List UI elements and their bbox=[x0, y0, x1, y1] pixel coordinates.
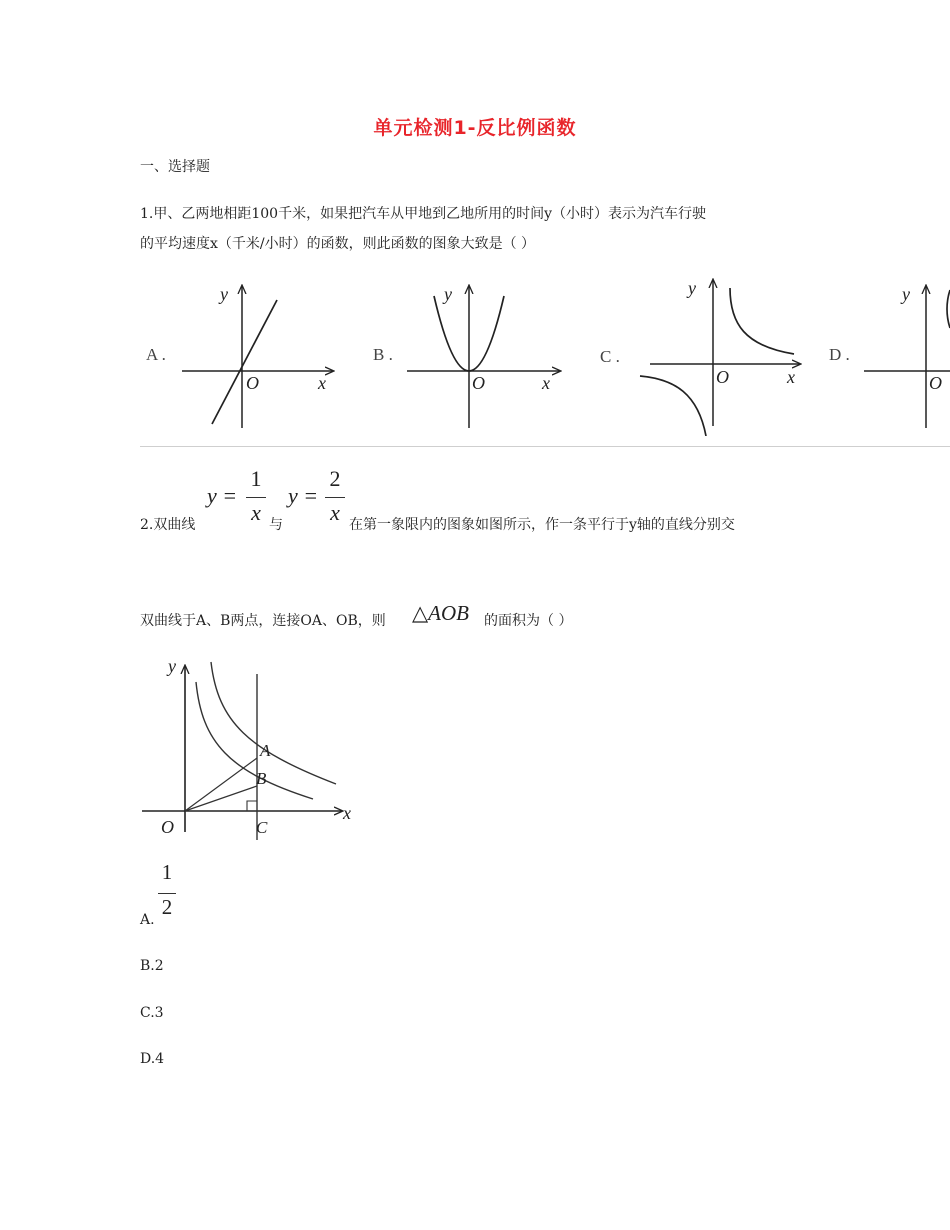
section-heading: 一、选择题 bbox=[140, 159, 210, 175]
q1-option-a-graph[interactable] bbox=[146, 284, 333, 428]
q1-b-x-label: x bbox=[542, 373, 550, 393]
q2-eq2-numerator: 2 bbox=[329, 466, 341, 491]
q1-a-origin-label: O bbox=[246, 373, 259, 393]
q1-option-d-graph[interactable] bbox=[829, 284, 950, 428]
q2-fig-point-a: A bbox=[260, 741, 271, 760]
q2-option-a-label[interactable]: A. bbox=[140, 912, 155, 928]
q2-option-a-numerator: 1 bbox=[161, 860, 173, 884]
q2-eq2-fraction-bar bbox=[325, 497, 345, 498]
q2-eq1-fraction-bar bbox=[246, 497, 266, 498]
q2-option-d[interactable]: D.4 bbox=[140, 1051, 165, 1067]
q1-d-origin-label: O bbox=[929, 373, 942, 393]
q1-b-y-label: y bbox=[444, 284, 452, 304]
q1-option-graphs bbox=[140, 276, 950, 436]
q2-line2-prefix: 双曲线于A、B两点，连接OA、OB，则 bbox=[140, 613, 386, 629]
q1-c-x-label: x bbox=[787, 367, 795, 387]
q2-eq1-numerator: 1 bbox=[250, 466, 262, 491]
q1-option-b-graph[interactable] bbox=[373, 284, 560, 428]
q2-connector: 与 bbox=[269, 517, 283, 533]
q1-d-y-label: y bbox=[902, 284, 910, 304]
q1-c-origin-label: O bbox=[716, 367, 729, 387]
q1-option-c-label: C . bbox=[600, 347, 620, 366]
q2-eq2-denominator: x bbox=[330, 500, 340, 525]
q1-a-y-label: y bbox=[220, 284, 228, 304]
q2-fig-y-label: y bbox=[168, 656, 176, 676]
q1-b-origin-label: O bbox=[472, 373, 485, 393]
q1-option-d-label: D . bbox=[829, 345, 850, 364]
q2-fig-point-b: B bbox=[256, 769, 267, 788]
q1-option-c-graph[interactable] bbox=[600, 278, 800, 436]
q2-figure bbox=[138, 652, 363, 842]
q2-suffix: 在第一象限内的图象如图所示，作一条平行于y轴的直线分别交 bbox=[349, 517, 735, 533]
q1-option-a-label: A . bbox=[146, 345, 166, 364]
q2-fig-point-c: C bbox=[256, 818, 268, 837]
q2-fig-x-label: x bbox=[343, 803, 351, 823]
q1-text-line2: 的平均速度x（千米/小时）的函数，则此函数的图象大致是（ ） bbox=[140, 236, 536, 252]
q2-eq2-lhs: y = bbox=[288, 483, 319, 508]
q1-a-x-label: x bbox=[318, 373, 326, 393]
q2-option-b[interactable]: B.2 bbox=[140, 958, 164, 974]
q2-eq1-denominator: x bbox=[251, 500, 261, 525]
q2-fig-origin-label: O bbox=[161, 817, 174, 837]
q2-triangle-aob: △AOB bbox=[412, 601, 469, 625]
q1-text-line1: 1.甲、乙两地相距100千米，如果把汽车从甲地到乙地所用的时间y（小时）表示为汽车行驶 bbox=[140, 206, 706, 222]
page-title: 单元检测1-反比例函数 bbox=[373, 117, 577, 139]
q1-c-y-label: y bbox=[688, 278, 696, 298]
q1-option-b-label: B . bbox=[373, 345, 393, 364]
q2-option-c[interactable]: C.3 bbox=[140, 1005, 164, 1021]
q2-option-a-denominator: 2 bbox=[161, 895, 173, 919]
question-divider bbox=[140, 446, 950, 447]
q2-line2-suffix: 的面积为（ ） bbox=[484, 613, 573, 629]
q2-prefix: 2.双曲线 bbox=[140, 517, 196, 533]
q2-eq1-lhs: y = bbox=[207, 483, 238, 508]
